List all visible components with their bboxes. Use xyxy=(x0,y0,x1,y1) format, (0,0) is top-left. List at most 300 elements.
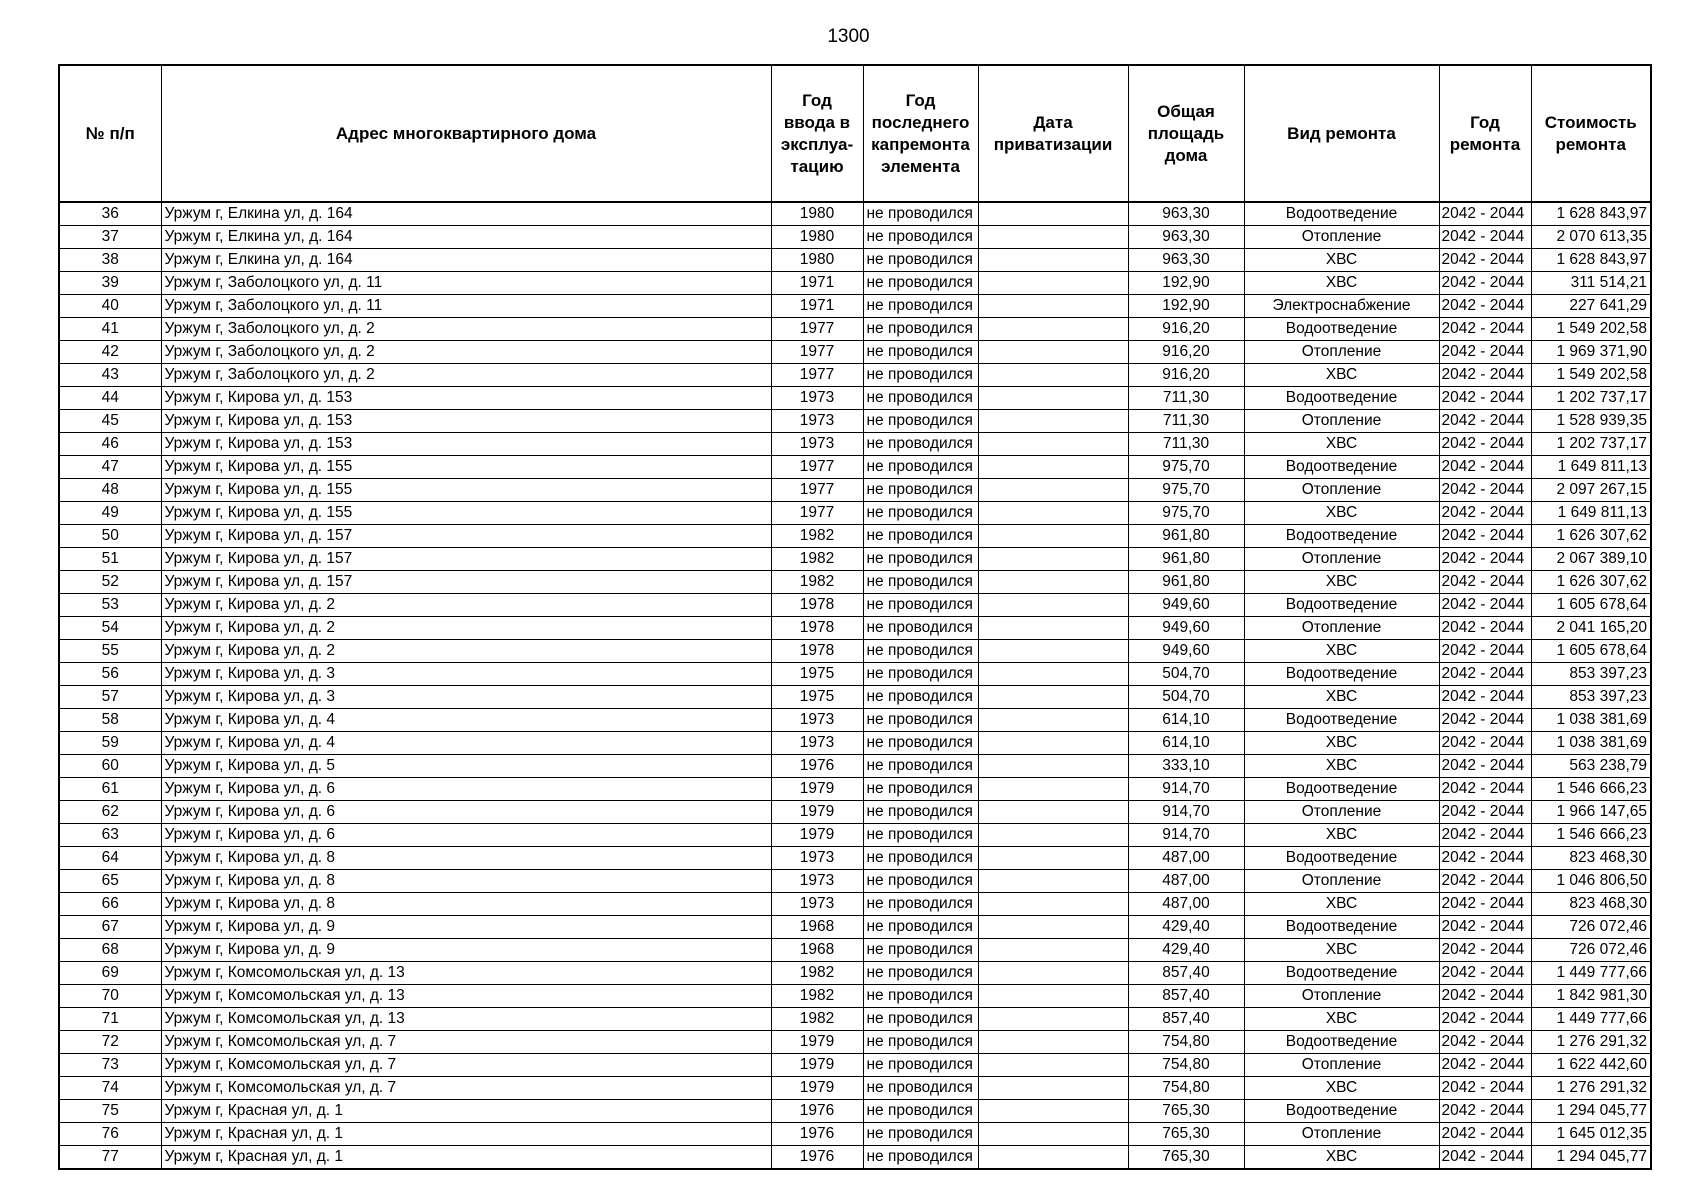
cell-area: 857,40 xyxy=(1128,985,1244,1008)
cell-year-commissioned: 1978 xyxy=(771,594,863,617)
cell-year-commissioned: 1973 xyxy=(771,732,863,755)
cell-num: 68 xyxy=(59,939,161,962)
cell-address: Уржум г, Кирова ул, д. 153 xyxy=(161,410,771,433)
cell-last-repair: не проводился xyxy=(863,893,978,916)
cell-num: 58 xyxy=(59,709,161,732)
cell-cost: 1 549 202,58 xyxy=(1531,318,1651,341)
cell-repair-year: 2042 - 2044 xyxy=(1439,272,1531,295)
cell-year-commissioned: 1968 xyxy=(771,916,863,939)
cell-repair-kind: Водоотведение xyxy=(1244,663,1439,686)
table-row xyxy=(59,594,1651,617)
cell-num: 42 xyxy=(59,341,161,364)
cell-repair-year: 2042 - 2044 xyxy=(1439,1123,1531,1146)
header-repair-year: Год ремонта xyxy=(1439,65,1531,202)
header-year-commissioned: Год ввода в эксплуа-тацию xyxy=(771,65,863,202)
cell-repair-kind: ХВС xyxy=(1244,732,1439,755)
table-body xyxy=(59,202,1651,1169)
table-row xyxy=(59,525,1651,548)
cell-last-repair: не проводился xyxy=(863,755,978,778)
cell-cost: 853 397,23 xyxy=(1531,686,1651,709)
cell-repair-kind: ХВС xyxy=(1244,939,1439,962)
cell-repair-kind: ХВС xyxy=(1244,249,1439,272)
cell-repair-kind: Отопление xyxy=(1244,341,1439,364)
cell-year-commissioned: 1979 xyxy=(771,1054,863,1077)
cell-address: Уржум г, Кирова ул, д. 8 xyxy=(161,870,771,893)
cell-privatization xyxy=(978,525,1128,548)
table-row xyxy=(59,709,1651,732)
cell-area: 963,30 xyxy=(1128,249,1244,272)
cell-num: 39 xyxy=(59,272,161,295)
table-row xyxy=(59,226,1651,249)
cell-repair-kind: Отопление xyxy=(1244,548,1439,571)
cell-num: 76 xyxy=(59,1123,161,1146)
cell-area: 487,00 xyxy=(1128,847,1244,870)
cell-privatization xyxy=(978,617,1128,640)
cell-last-repair: не проводился xyxy=(863,1008,978,1031)
cell-area: 765,30 xyxy=(1128,1123,1244,1146)
cell-repair-year: 2042 - 2044 xyxy=(1439,594,1531,617)
cell-repair-year: 2042 - 2044 xyxy=(1439,295,1531,318)
cell-area: 504,70 xyxy=(1128,686,1244,709)
cell-address: Уржум г, Комсомольская ул, д. 13 xyxy=(161,1008,771,1031)
cell-privatization xyxy=(978,1100,1128,1123)
cell-cost: 1 605 678,64 xyxy=(1531,594,1651,617)
cell-num: 54 xyxy=(59,617,161,640)
cell-address: Уржум г, Заболоцкого ул, д. 2 xyxy=(161,318,771,341)
cell-num: 44 xyxy=(59,387,161,410)
cell-cost: 227 641,29 xyxy=(1531,295,1651,318)
cell-repair-kind: Отопление xyxy=(1244,617,1439,640)
cell-repair-year: 2042 - 2044 xyxy=(1439,870,1531,893)
cell-year-commissioned: 1977 xyxy=(771,318,863,341)
table-row xyxy=(59,1054,1651,1077)
table-row xyxy=(59,433,1651,456)
cell-year-commissioned: 1971 xyxy=(771,295,863,318)
cell-last-repair: не проводился xyxy=(863,548,978,571)
cell-last-repair: не проводился xyxy=(863,410,978,433)
cell-last-repair: не проводился xyxy=(863,939,978,962)
cell-repair-year: 2042 - 2044 xyxy=(1439,1077,1531,1100)
cell-area: 429,40 xyxy=(1128,916,1244,939)
cell-repair-year: 2042 - 2044 xyxy=(1439,410,1531,433)
cell-area: 963,30 xyxy=(1128,202,1244,226)
cell-year-commissioned: 1976 xyxy=(771,1146,863,1170)
cell-privatization xyxy=(978,778,1128,801)
cell-cost: 1 046 806,50 xyxy=(1531,870,1651,893)
cell-area: 711,30 xyxy=(1128,433,1244,456)
cell-num: 75 xyxy=(59,1100,161,1123)
cell-privatization xyxy=(978,295,1128,318)
cell-address: Уржум г, Кирова ул, д. 155 xyxy=(161,479,771,502)
cell-area: 614,10 xyxy=(1128,732,1244,755)
cell-last-repair: не проводился xyxy=(863,341,978,364)
table-row xyxy=(59,686,1651,709)
cell-last-repair: не проводился xyxy=(863,502,978,525)
cell-repair-kind: Водоотведение xyxy=(1244,525,1439,548)
cell-year-commissioned: 1979 xyxy=(771,801,863,824)
page-number: 1300 xyxy=(827,26,870,47)
table-row xyxy=(59,548,1651,571)
cell-address: Уржум г, Кирова ул, д. 3 xyxy=(161,663,771,686)
cell-repair-kind: ХВС xyxy=(1244,640,1439,663)
cell-repair-kind: ХВС xyxy=(1244,1008,1439,1031)
cell-last-repair: не проводился xyxy=(863,962,978,985)
table-row xyxy=(59,640,1651,663)
cell-repair-year: 2042 - 2044 xyxy=(1439,801,1531,824)
table-row xyxy=(59,1077,1651,1100)
cell-repair-kind: Отопление xyxy=(1244,410,1439,433)
cell-address: Уржум г, Комсомольская ул, д. 13 xyxy=(161,985,771,1008)
cell-address: Уржум г, Кирова ул, д. 9 xyxy=(161,916,771,939)
cell-num: 63 xyxy=(59,824,161,847)
table-row xyxy=(59,479,1651,502)
cell-last-repair: не проводился xyxy=(863,1123,978,1146)
cell-num: 47 xyxy=(59,456,161,479)
cell-area: 914,70 xyxy=(1128,824,1244,847)
cell-num: 50 xyxy=(59,525,161,548)
cell-year-commissioned: 1980 xyxy=(771,226,863,249)
table-row xyxy=(59,939,1651,962)
cell-cost: 1 449 777,66 xyxy=(1531,1008,1651,1031)
cell-cost: 2 067 389,10 xyxy=(1531,548,1651,571)
cell-cost: 2 070 613,35 xyxy=(1531,226,1651,249)
table-row xyxy=(59,1008,1651,1031)
cell-cost: 1 605 678,64 xyxy=(1531,640,1651,663)
table-row xyxy=(59,272,1651,295)
cell-repair-kind: Водоотведение xyxy=(1244,916,1439,939)
cell-cost: 1 628 843,97 xyxy=(1531,202,1651,226)
cell-area: 949,60 xyxy=(1128,594,1244,617)
cell-repair-kind: ХВС xyxy=(1244,272,1439,295)
cell-num: 72 xyxy=(59,1031,161,1054)
cell-last-repair: не проводился xyxy=(863,801,978,824)
cell-cost: 1 276 291,32 xyxy=(1531,1031,1651,1054)
cell-num: 48 xyxy=(59,479,161,502)
cell-repair-year: 2042 - 2044 xyxy=(1439,709,1531,732)
cell-year-commissioned: 1976 xyxy=(771,1100,863,1123)
cell-num: 56 xyxy=(59,663,161,686)
cell-year-commissioned: 1973 xyxy=(771,387,863,410)
cell-privatization xyxy=(978,985,1128,1008)
cell-repair-kind: ХВС xyxy=(1244,1146,1439,1170)
cell-repair-kind: ХВС xyxy=(1244,433,1439,456)
cell-last-repair: не проводился xyxy=(863,1054,978,1077)
cell-privatization xyxy=(978,1146,1128,1170)
cell-area: 429,40 xyxy=(1128,939,1244,962)
cell-address: Уржум г, Кирова ул, д. 8 xyxy=(161,893,771,916)
table-row xyxy=(59,778,1651,801)
table-row xyxy=(59,893,1651,916)
cell-num: 37 xyxy=(59,226,161,249)
cell-cost: 823 468,30 xyxy=(1531,893,1651,916)
cell-area: 614,10 xyxy=(1128,709,1244,732)
cell-privatization xyxy=(978,962,1128,985)
header-address: Адрес многоквартирного дома xyxy=(161,65,771,202)
cell-cost: 1 546 666,23 xyxy=(1531,778,1651,801)
cell-privatization xyxy=(978,249,1128,272)
cell-privatization xyxy=(978,410,1128,433)
cell-repair-kind: ХВС xyxy=(1244,755,1439,778)
cell-repair-year: 2042 - 2044 xyxy=(1439,893,1531,916)
cell-repair-kind: Водоотведение xyxy=(1244,594,1439,617)
cell-cost: 1 649 811,13 xyxy=(1531,502,1651,525)
cell-repair-kind: ХВС xyxy=(1244,893,1439,916)
cell-num: 62 xyxy=(59,801,161,824)
cell-cost: 311 514,21 xyxy=(1531,272,1651,295)
cell-privatization xyxy=(978,939,1128,962)
cell-repair-year: 2042 - 2044 xyxy=(1439,1100,1531,1123)
cell-last-repair: не проводился xyxy=(863,824,978,847)
cell-last-repair: не проводился xyxy=(863,202,978,226)
cell-year-commissioned: 1982 xyxy=(771,571,863,594)
cell-privatization xyxy=(978,1077,1128,1100)
cell-last-repair: не проводился xyxy=(863,387,978,410)
header-last-repair: Год последнего капремонта элемента xyxy=(863,65,978,202)
cell-privatization xyxy=(978,226,1128,249)
cell-year-commissioned: 1982 xyxy=(771,985,863,1008)
cell-cost: 1 842 981,30 xyxy=(1531,985,1651,1008)
cell-address: Уржум г, Кирова ул, д. 6 xyxy=(161,778,771,801)
cell-num: 70 xyxy=(59,985,161,1008)
header-area: Общая площадь дома xyxy=(1128,65,1244,202)
cell-address: Уржум г, Красная ул, д. 1 xyxy=(161,1146,771,1170)
cell-repair-year: 2042 - 2044 xyxy=(1439,364,1531,387)
cell-area: 333,10 xyxy=(1128,755,1244,778)
cell-num: 61 xyxy=(59,778,161,801)
table-row xyxy=(59,985,1651,1008)
cell-num: 38 xyxy=(59,249,161,272)
cell-privatization xyxy=(978,202,1128,226)
cell-repair-year: 2042 - 2044 xyxy=(1439,1146,1531,1170)
cell-year-commissioned: 1982 xyxy=(771,548,863,571)
cell-area: 504,70 xyxy=(1128,663,1244,686)
cell-repair-kind: Отопление xyxy=(1244,985,1439,1008)
cell-last-repair: не проводился xyxy=(863,479,978,502)
cell-last-repair: не проводился xyxy=(863,226,978,249)
cell-last-repair: не проводился xyxy=(863,985,978,1008)
cell-repair-kind: ХВС xyxy=(1244,571,1439,594)
cell-year-commissioned: 1973 xyxy=(771,410,863,433)
cell-year-commissioned: 1973 xyxy=(771,870,863,893)
cell-num: 69 xyxy=(59,962,161,985)
cell-num: 77 xyxy=(59,1146,161,1170)
cell-last-repair: не проводился xyxy=(863,686,978,709)
table-row xyxy=(59,663,1651,686)
cell-year-commissioned: 1968 xyxy=(771,939,863,962)
cell-area: 961,80 xyxy=(1128,525,1244,548)
cell-year-commissioned: 1979 xyxy=(771,1077,863,1100)
cell-repair-year: 2042 - 2044 xyxy=(1439,686,1531,709)
cell-year-commissioned: 1976 xyxy=(771,755,863,778)
cell-address: Уржум г, Заболоцкого ул, д. 11 xyxy=(161,295,771,318)
cell-cost: 726 072,46 xyxy=(1531,939,1651,962)
cell-num: 57 xyxy=(59,686,161,709)
cell-address: Уржум г, Комсомольская ул, д. 7 xyxy=(161,1054,771,1077)
cell-address: Уржум г, Кирова ул, д. 4 xyxy=(161,732,771,755)
table-row xyxy=(59,824,1651,847)
cell-cost: 1 202 737,17 xyxy=(1531,387,1651,410)
cell-area: 949,60 xyxy=(1128,640,1244,663)
cell-repair-year: 2042 - 2044 xyxy=(1439,479,1531,502)
cell-area: 975,70 xyxy=(1128,502,1244,525)
cell-area: 487,00 xyxy=(1128,870,1244,893)
table-row xyxy=(59,318,1651,341)
cell-repair-kind: Водоотведение xyxy=(1244,778,1439,801)
header-repair-kind: Вид ремонта xyxy=(1244,65,1439,202)
cell-address: Уржум г, Елкина ул, д. 164 xyxy=(161,249,771,272)
cell-cost: 1 528 939,35 xyxy=(1531,410,1651,433)
cell-num: 74 xyxy=(59,1077,161,1100)
cell-year-commissioned: 1978 xyxy=(771,640,863,663)
cell-cost: 823 468,30 xyxy=(1531,847,1651,870)
cell-cost: 1 546 666,23 xyxy=(1531,824,1651,847)
cell-cost: 1 038 381,69 xyxy=(1531,709,1651,732)
cell-year-commissioned: 1982 xyxy=(771,1008,863,1031)
cell-privatization xyxy=(978,732,1128,755)
cell-address: Уржум г, Кирова ул, д. 8 xyxy=(161,847,771,870)
cell-repair-kind: Отопление xyxy=(1244,1054,1439,1077)
cell-repair-year: 2042 - 2044 xyxy=(1439,755,1531,778)
table-row xyxy=(59,847,1651,870)
cell-repair-year: 2042 - 2044 xyxy=(1439,387,1531,410)
cell-area: 975,70 xyxy=(1128,456,1244,479)
cell-privatization xyxy=(978,571,1128,594)
cell-last-repair: не проводился xyxy=(863,1077,978,1100)
cell-area: 914,70 xyxy=(1128,778,1244,801)
cell-area: 857,40 xyxy=(1128,1008,1244,1031)
cell-privatization xyxy=(978,755,1128,778)
cell-repair-year: 2042 - 2044 xyxy=(1439,571,1531,594)
cell-area: 961,80 xyxy=(1128,571,1244,594)
table-row xyxy=(59,1123,1651,1146)
cell-privatization xyxy=(978,686,1128,709)
cell-repair-year: 2042 - 2044 xyxy=(1439,226,1531,249)
cell-cost: 1 449 777,66 xyxy=(1531,962,1651,985)
cell-privatization xyxy=(978,709,1128,732)
cell-address: Уржум г, Заболоцкого ул, д. 11 xyxy=(161,272,771,295)
cell-area: 961,80 xyxy=(1128,548,1244,571)
cell-cost: 1 645 012,35 xyxy=(1531,1123,1651,1146)
cell-cost: 1 038 381,69 xyxy=(1531,732,1651,755)
cell-num: 36 xyxy=(59,202,161,226)
cell-area: 754,80 xyxy=(1128,1054,1244,1077)
table-row xyxy=(59,1146,1651,1170)
cell-privatization xyxy=(978,663,1128,686)
cell-last-repair: не проводился xyxy=(863,1146,978,1170)
cell-year-commissioned: 1973 xyxy=(771,847,863,870)
cell-privatization xyxy=(978,824,1128,847)
cell-num: 52 xyxy=(59,571,161,594)
cell-repair-kind: ХВС xyxy=(1244,364,1439,387)
cell-repair-kind: Водоотведение xyxy=(1244,709,1439,732)
cell-repair-year: 2042 - 2044 xyxy=(1439,1008,1531,1031)
cell-address: Уржум г, Заболоцкого ул, д. 2 xyxy=(161,341,771,364)
cell-num: 67 xyxy=(59,916,161,939)
table-row xyxy=(59,962,1651,985)
cell-num: 49 xyxy=(59,502,161,525)
cell-year-commissioned: 1980 xyxy=(771,202,863,226)
cell-repair-kind: Отопление xyxy=(1244,870,1439,893)
cell-last-repair: не проводился xyxy=(863,870,978,893)
cell-repair-year: 2042 - 2044 xyxy=(1439,778,1531,801)
cell-repair-year: 2042 - 2044 xyxy=(1439,318,1531,341)
cell-cost: 2 097 267,15 xyxy=(1531,479,1651,502)
cell-address: Уржум г, Елкина ул, д. 164 xyxy=(161,226,771,249)
cell-address: Уржум г, Кирова ул, д. 157 xyxy=(161,525,771,548)
cell-year-commissioned: 1982 xyxy=(771,525,863,548)
cell-year-commissioned: 1977 xyxy=(771,364,863,387)
cell-repair-kind: ХВС xyxy=(1244,502,1439,525)
cell-repair-kind: Отопление xyxy=(1244,1123,1439,1146)
cell-cost: 1 276 291,32 xyxy=(1531,1077,1651,1100)
cell-repair-kind: Водоотведение xyxy=(1244,962,1439,985)
cell-last-repair: не проводился xyxy=(863,364,978,387)
cell-repair-kind: Водоотведение xyxy=(1244,456,1439,479)
cell-year-commissioned: 1977 xyxy=(771,456,863,479)
cell-last-repair: не проводился xyxy=(863,571,978,594)
cell-last-repair: не проводился xyxy=(863,318,978,341)
cell-year-commissioned: 1973 xyxy=(771,893,863,916)
table-row xyxy=(59,202,1651,226)
cell-repair-kind: ХВС xyxy=(1244,686,1439,709)
cell-cost: 1 294 045,77 xyxy=(1531,1100,1651,1123)
table-row xyxy=(59,364,1651,387)
cell-repair-kind: Отопление xyxy=(1244,479,1439,502)
table-row xyxy=(59,617,1651,640)
cell-num: 43 xyxy=(59,364,161,387)
cell-cost: 1 294 045,77 xyxy=(1531,1146,1651,1170)
table-row xyxy=(59,571,1651,594)
cell-privatization xyxy=(978,456,1128,479)
cell-num: 40 xyxy=(59,295,161,318)
cell-repair-kind: Электроснабжение xyxy=(1244,295,1439,318)
cell-year-commissioned: 1977 xyxy=(771,502,863,525)
cell-privatization xyxy=(978,640,1128,663)
cell-area: 711,30 xyxy=(1128,387,1244,410)
cell-repair-kind: Отопление xyxy=(1244,801,1439,824)
cell-repair-kind: ХВС xyxy=(1244,824,1439,847)
cell-privatization xyxy=(978,1054,1128,1077)
cell-year-commissioned: 1982 xyxy=(771,962,863,985)
cell-area: 914,70 xyxy=(1128,801,1244,824)
cell-repair-kind: Водоотведение xyxy=(1244,847,1439,870)
cell-repair-kind: Водоотведение xyxy=(1244,202,1439,226)
cell-year-commissioned: 1977 xyxy=(771,341,863,364)
cell-num: 46 xyxy=(59,433,161,456)
cell-last-repair: не проводился xyxy=(863,778,978,801)
table-row xyxy=(59,410,1651,433)
cell-last-repair: не проводился xyxy=(863,456,978,479)
cell-year-commissioned: 1979 xyxy=(771,824,863,847)
cell-repair-kind: Водоотведение xyxy=(1244,387,1439,410)
cell-last-repair: не проводился xyxy=(863,433,978,456)
cell-last-repair: не проводился xyxy=(863,525,978,548)
cell-num: 64 xyxy=(59,847,161,870)
cell-num: 59 xyxy=(59,732,161,755)
cell-repair-year: 2042 - 2044 xyxy=(1439,985,1531,1008)
repair-schedule-table xyxy=(58,64,1652,1170)
cell-last-repair: не проводился xyxy=(863,1100,978,1123)
cell-repair-kind: Водоотведение xyxy=(1244,1031,1439,1054)
cell-address: Уржум г, Кирова ул, д. 2 xyxy=(161,640,771,663)
cell-repair-kind: Отопление xyxy=(1244,226,1439,249)
table-row xyxy=(59,1031,1651,1054)
cell-repair-year: 2042 - 2044 xyxy=(1439,502,1531,525)
cell-address: Уржум г, Елкина ул, д. 164 xyxy=(161,202,771,226)
cell-repair-year: 2042 - 2044 xyxy=(1439,916,1531,939)
cell-privatization xyxy=(978,594,1128,617)
cell-cost: 1 649 811,13 xyxy=(1531,456,1651,479)
